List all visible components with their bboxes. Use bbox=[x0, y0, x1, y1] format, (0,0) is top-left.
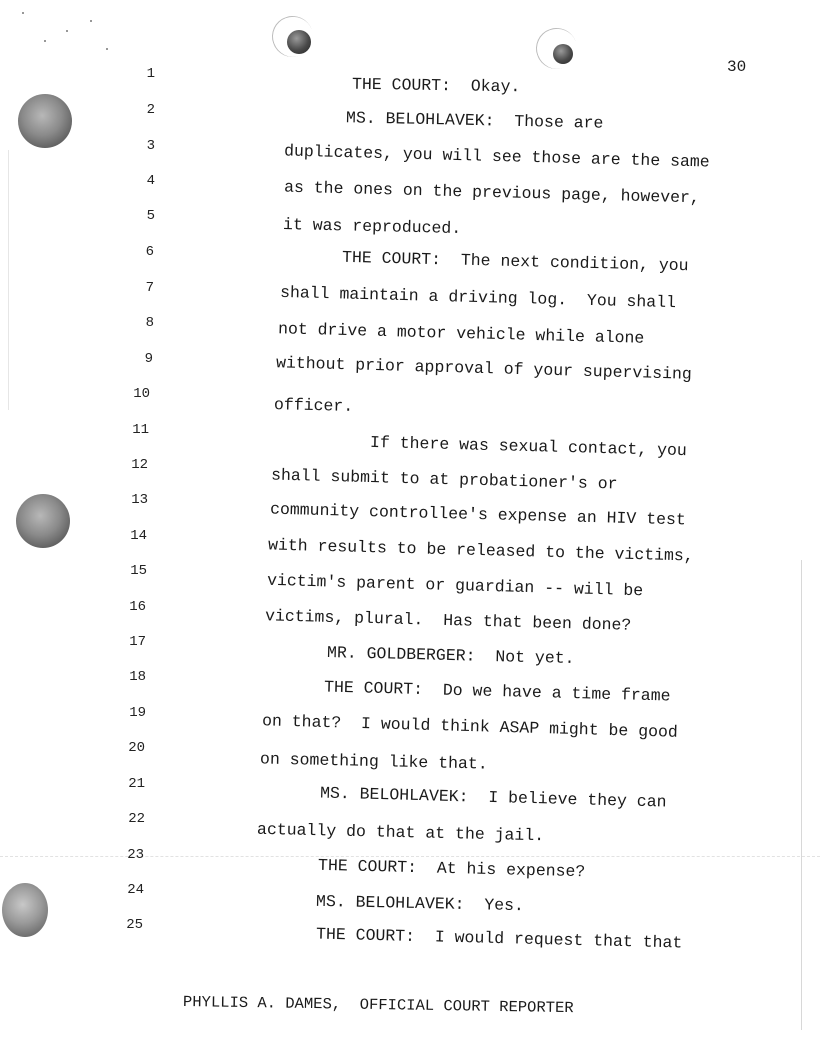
line-number: 16 bbox=[129, 599, 146, 615]
transcript-line: MS. BELOHLAVEK: Those are bbox=[345, 108, 604, 133]
line-number: 9 bbox=[144, 351, 153, 367]
transcript-line: on that? I would think ASAP might be good bbox=[261, 711, 679, 742]
punch-hole bbox=[16, 494, 70, 548]
line-number: 18 bbox=[129, 669, 146, 685]
line-number: 20 bbox=[128, 740, 145, 756]
binding-mark bbox=[553, 44, 573, 64]
page-number: 30 bbox=[727, 58, 747, 76]
line-number: 4 bbox=[146, 173, 155, 189]
line-number: 23 bbox=[127, 847, 144, 863]
scan-edge bbox=[8, 150, 9, 410]
line-number: 21 bbox=[128, 776, 145, 792]
line-number: 2 bbox=[146, 102, 155, 118]
reporter-footer: PHYLLIS A. DAMES, OFFICIAL COURT REPORTER bbox=[182, 993, 574, 1018]
line-number: 19 bbox=[129, 705, 146, 721]
punch-hole bbox=[2, 883, 48, 937]
transcript-line: without prior approval of your supervising bbox=[275, 353, 693, 384]
transcript-line: THE COURT: Do we have a time frame bbox=[323, 677, 671, 706]
transcript-line: THE COURT: At his expense? bbox=[317, 855, 586, 882]
scan-speck bbox=[22, 12, 24, 14]
line-number: 22 bbox=[128, 811, 145, 827]
line-number: 25 bbox=[126, 917, 143, 933]
transcript-line: THE COURT: I would request that that bbox=[315, 924, 683, 953]
line-number: 14 bbox=[130, 528, 147, 544]
transcript-line: MS. BELOHLAVEK: Yes. bbox=[315, 891, 525, 916]
transcript-line: MR. GOLDBERGER: Not yet. bbox=[326, 642, 575, 669]
scan-speck bbox=[106, 48, 108, 50]
binding-mark bbox=[287, 30, 311, 54]
transcript-line: duplicates, you will see those are the same bbox=[283, 141, 710, 172]
line-number: 8 bbox=[145, 315, 154, 331]
transcript-line: If there was sexual contact, you bbox=[369, 432, 688, 461]
transcript-line: community controllee's expense an HIV test bbox=[269, 499, 687, 530]
transcript-line: THE COURT: The next condition, you bbox=[341, 247, 689, 276]
transcript-line: victims, plural. Has that been done? bbox=[264, 606, 632, 635]
transcript-line: it was reproduced. bbox=[282, 214, 462, 239]
line-number: 11 bbox=[132, 422, 149, 438]
transcript-line: officer. bbox=[273, 395, 354, 416]
line-number: 12 bbox=[131, 457, 148, 473]
transcript-line: not drive a motor vehicle while alone bbox=[277, 319, 645, 348]
transcript-line: actually do that at the jail. bbox=[256, 819, 545, 846]
transcript-line: victim's parent or guardian -- will be bbox=[266, 570, 644, 601]
line-number: 13 bbox=[131, 492, 148, 508]
scan-speck bbox=[66, 30, 68, 32]
line-number: 5 bbox=[146, 208, 155, 224]
line-number: 17 bbox=[129, 634, 146, 650]
transcript-line: with results to be released to the victims, bbox=[267, 535, 694, 566]
scan-speck bbox=[90, 20, 92, 22]
line-number: 15 bbox=[130, 563, 147, 579]
line-number: 24 bbox=[127, 882, 144, 898]
line-number: 3 bbox=[146, 138, 155, 154]
line-number: 10 bbox=[133, 386, 150, 402]
scan-speck bbox=[44, 40, 46, 42]
scan-edge bbox=[801, 560, 802, 1030]
line-number: 7 bbox=[145, 280, 154, 296]
transcript-line: shall maintain a driving log. You shall bbox=[279, 282, 677, 313]
line-number: 6 bbox=[145, 244, 154, 260]
transcript-line: THE COURT: Okay. bbox=[351, 74, 521, 97]
transcript-line: MS. BELOHLAVEK: I believe they can bbox=[319, 783, 667, 812]
transcript-line: shall submit to at probationer's or bbox=[270, 465, 618, 494]
punch-hole bbox=[18, 94, 72, 148]
transcript-line: on something like that. bbox=[259, 749, 488, 774]
transcript-line: as the ones on the previous page, however, bbox=[283, 177, 701, 208]
line-number: 1 bbox=[146, 66, 155, 82]
